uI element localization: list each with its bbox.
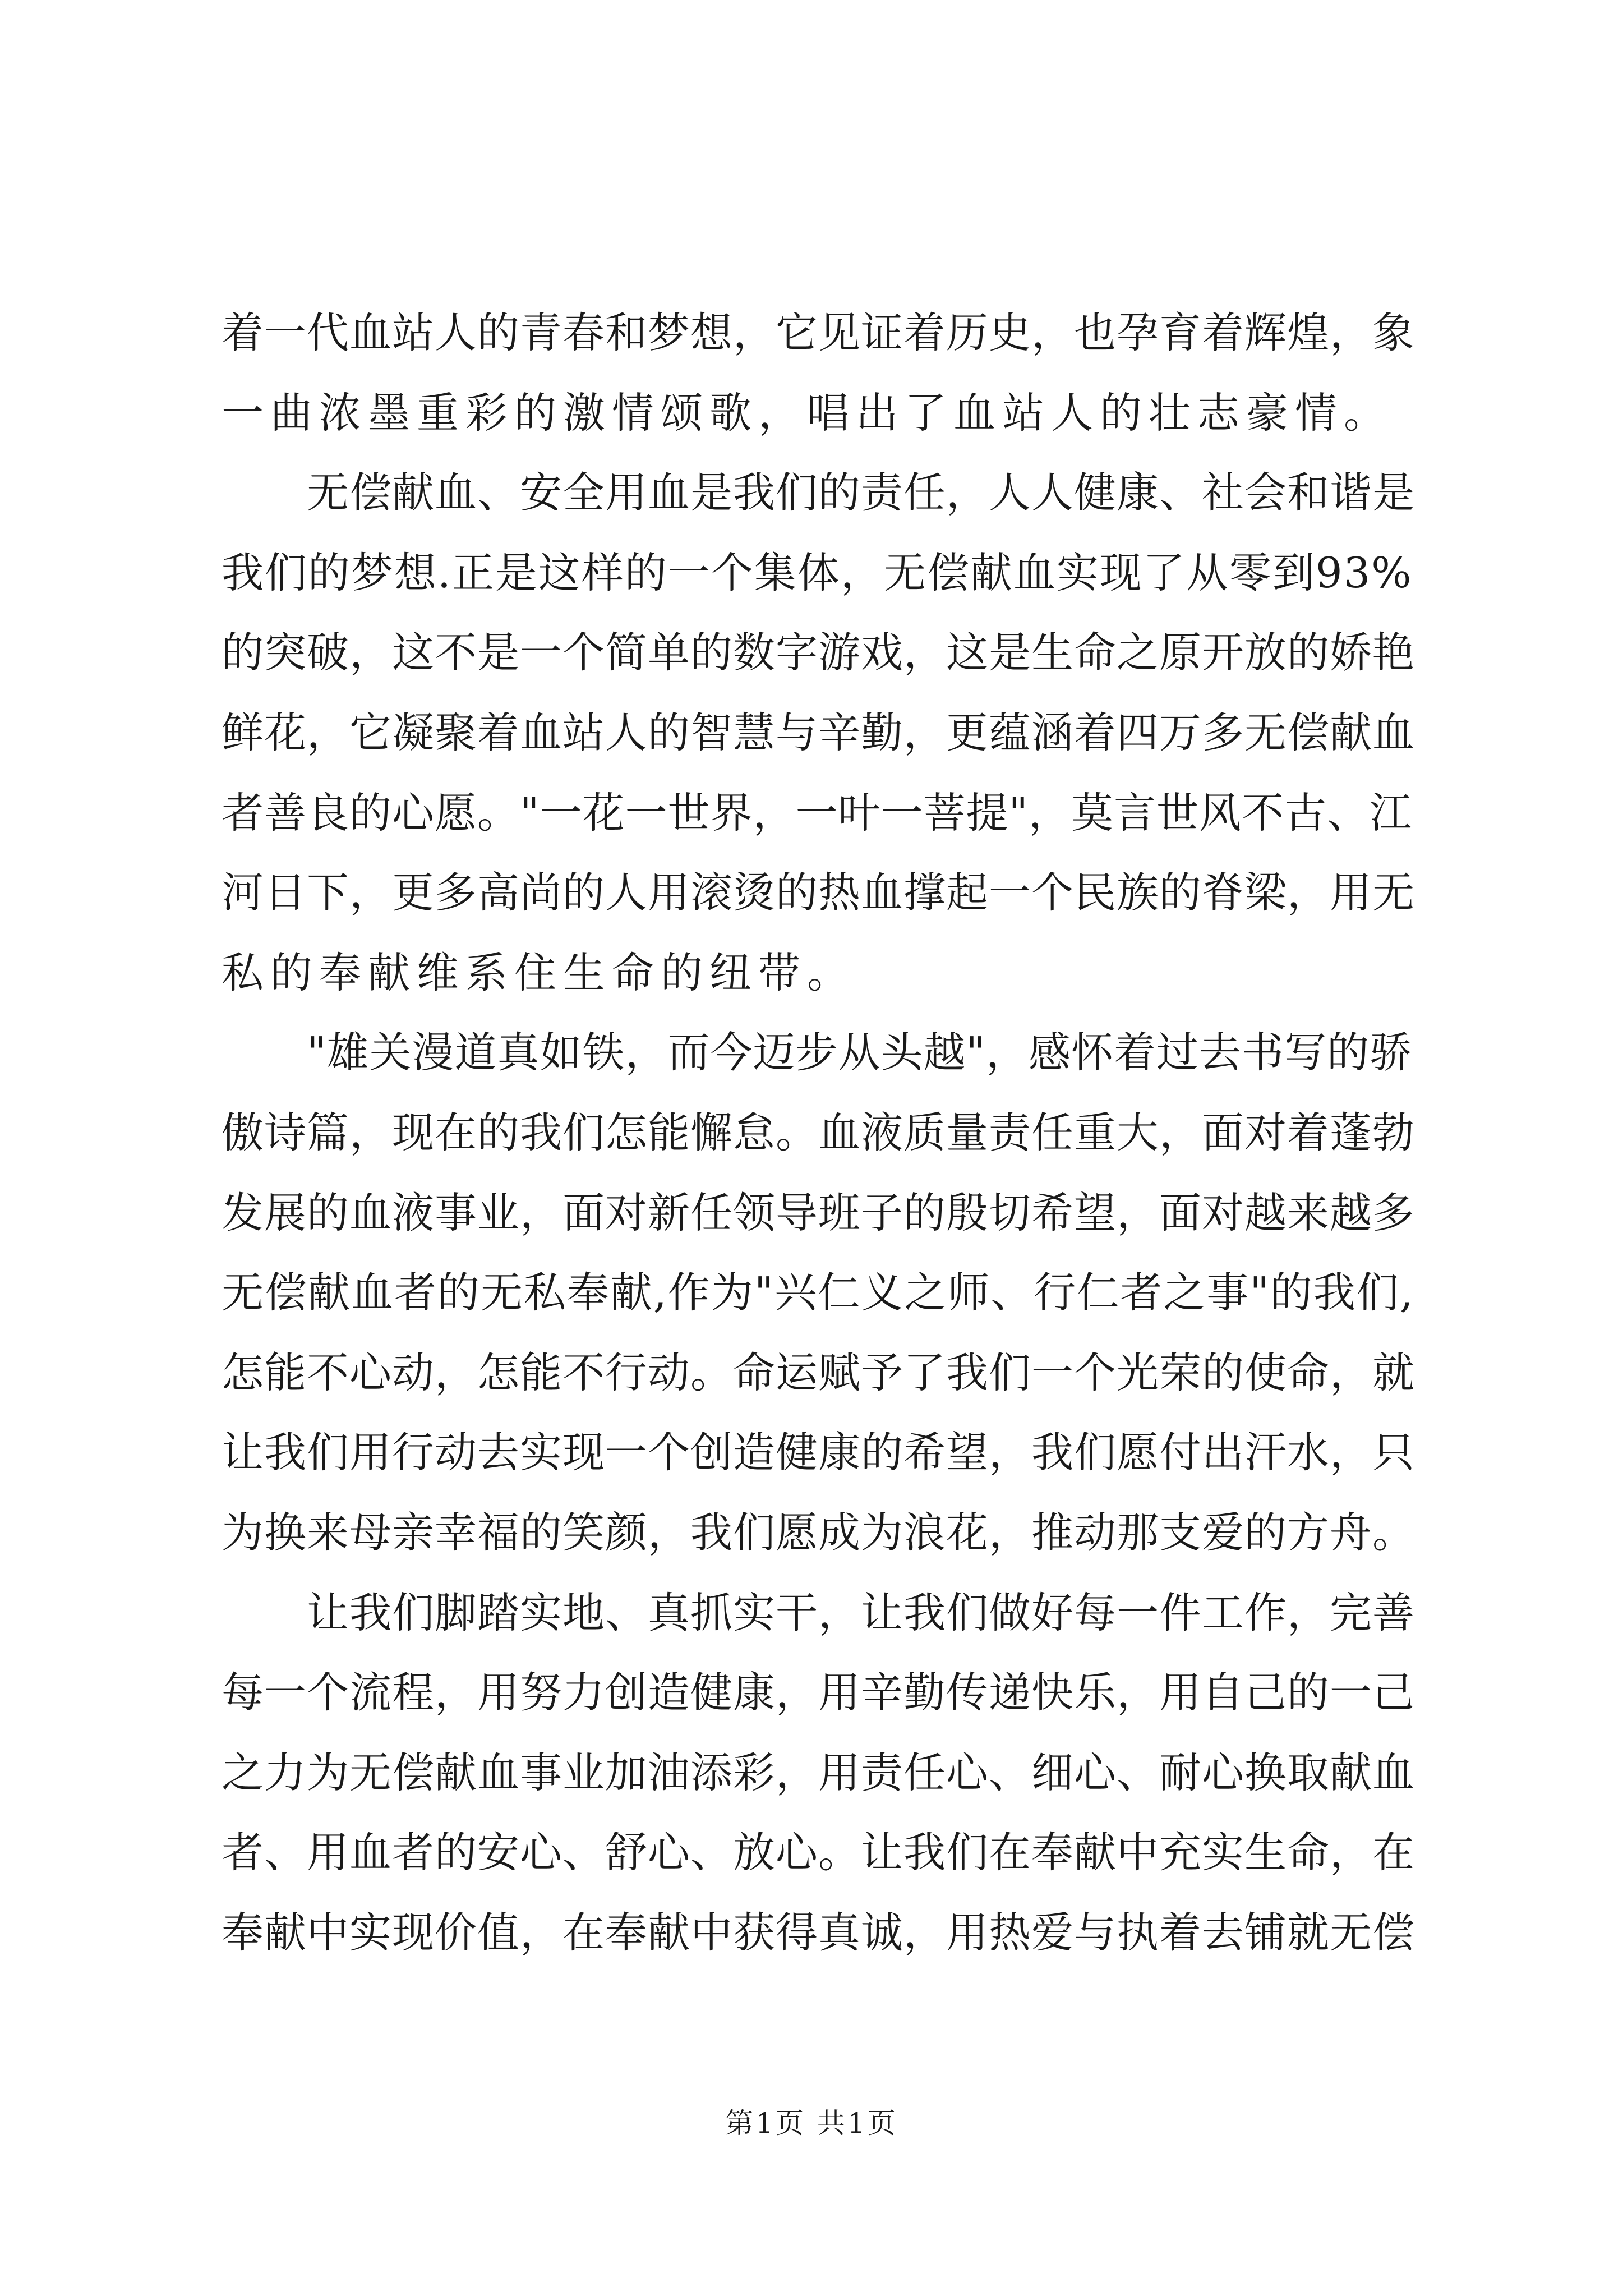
text-line: 无偿献血者的无私奉献,作为"兴仁义之师、行仁者之事"的我们, <box>222 1268 1414 1318</box>
text-line: 让我们用行动去实现一个创造健康的希望，我们愿付出汗水，只 <box>222 1428 1415 1478</box>
text-line: 每一个流程，用努力创造健康，用辛勤传递快乐，用自己的一己 <box>222 1668 1415 1718</box>
text-line: 奉献中实现价值，在奉献中获得真诚，用热爱与执着去铺就无偿 <box>222 1907 1415 1957</box>
text-line: 的突破，这不是一个简单的数字游戏，这是生命之原开放的娇艳 <box>222 628 1415 678</box>
text-line: 鲜花，它凝聚着血站人的智慧与辛勤，更蕴涵着四万多无偿献血 <box>222 707 1415 757</box>
text-line: 者善良的心愿。"一花一世界，一叶一菩提"，莫言世风不古、江 <box>222 788 1412 838</box>
text-line: 怎能不心动，怎能不行动。命运赋予了我们一个光荣的使命，就 <box>222 1347 1415 1397</box>
text-line: 为换来母亲幸福的笑颜，我们愿成为浪花，推动那支爱的方舟。 <box>222 1507 1415 1557</box>
text-line: "雄关漫道真如铁，而今迈步从头越"，感怀着过去书写的骄 <box>222 1028 1412 1078</box>
text-line: 让我们脚踏实地、真抓实干，让我们做好每一件工作，完善 <box>222 1588 1415 1637</box>
text-line: 河日下，更多高尚的人用滚烫的热血撑起一个民族的脊梁，用无 <box>222 868 1415 918</box>
text-line: 私的奉献维系住生命的纽带。 <box>222 947 856 997</box>
text-line: 无偿献血、安全用血是我们的责任，人人健康、社会和谐是 <box>222 468 1415 518</box>
text-line: 者、用血者的安心、舒心、放心。让我们在奉献中充实生命，在 <box>222 1828 1415 1878</box>
body-text <box>222 293 1422 1972</box>
page-footer: 第1页 共1页 <box>725 2107 898 2139</box>
text-line: 发展的血液事业，面对新任领导班子的殷切希望，面对越来越多 <box>222 1188 1415 1237</box>
text-line: 着一代血站人的青春和梦想，它见证着历史，也孕育着辉煌，象 <box>222 308 1415 357</box>
text-line: 傲诗篇，现在的我们怎能懈怠。血液质量责任重大，面对着蓬勃 <box>222 1107 1415 1157</box>
text-line: 一曲浓墨重彩的激情颂歌，唱出了血站人的壮志豪情。 <box>222 388 1393 438</box>
text-line: 之力为无偿献血事业加油添彩，用责任心、细心、耐心换取献血 <box>222 1747 1415 1797</box>
text-line: 我们的梦想.正是这样的一个集体，无偿献血实现了从零到93% <box>222 547 1413 597</box>
